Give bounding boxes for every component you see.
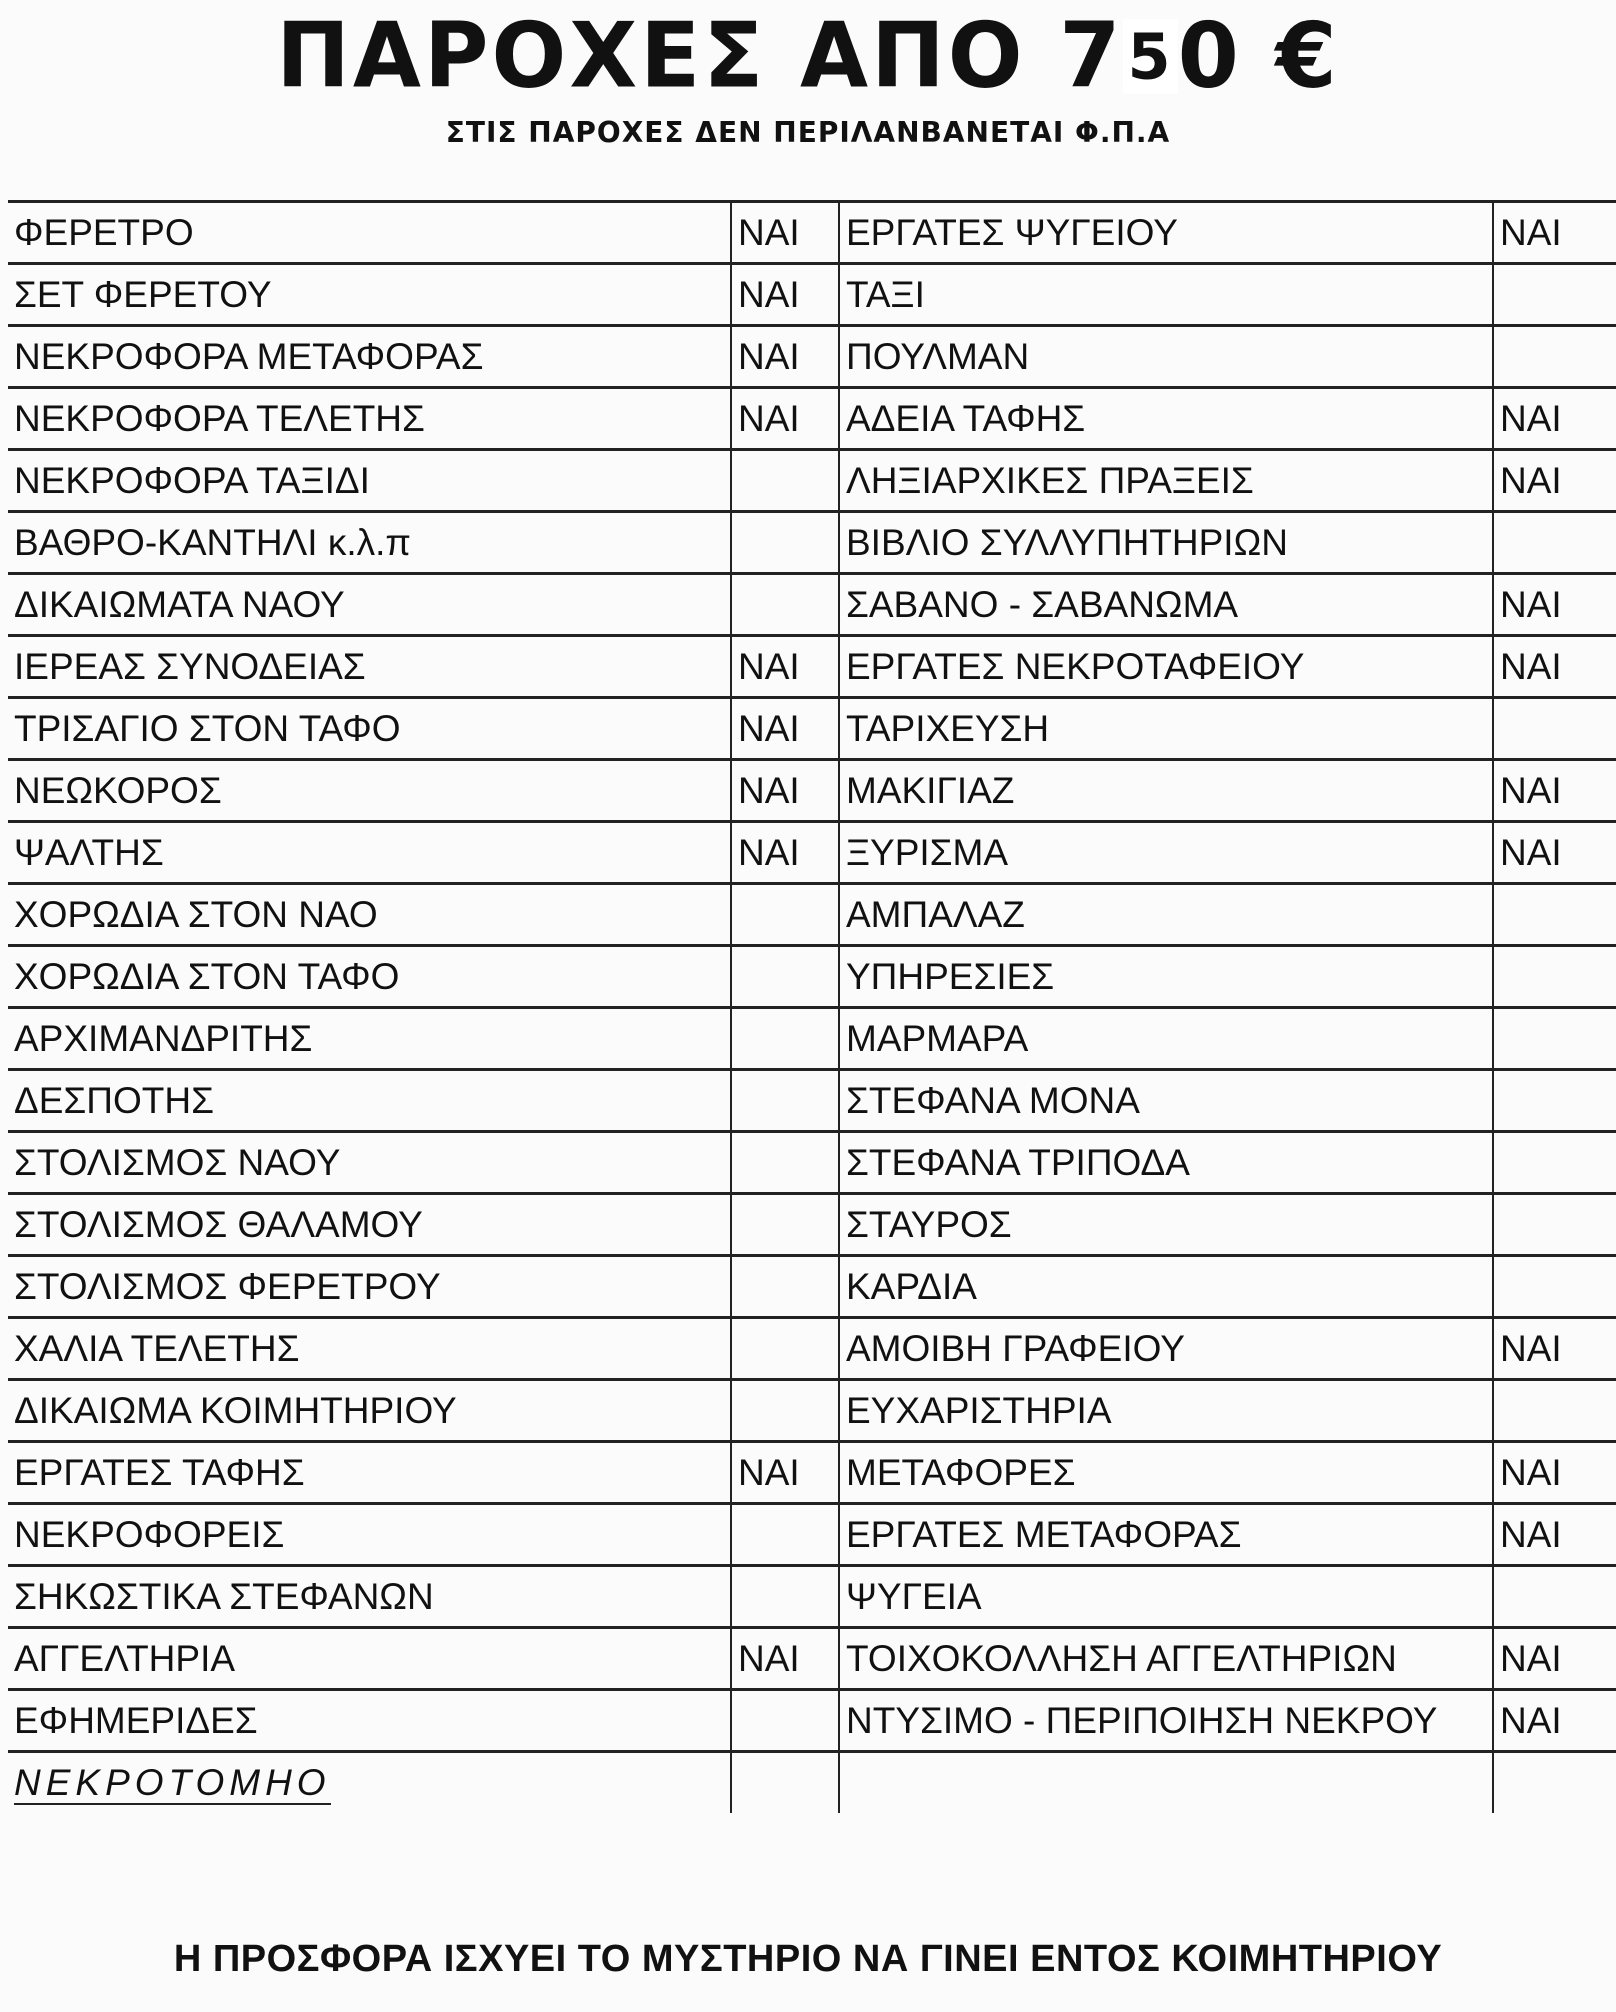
- service-name-right: ΣΤΕΦΑΝΑ ΜΟΝΑ: [839, 1070, 1493, 1132]
- table-row: [8, 1070, 1616, 1132]
- title-text-start: ΠΑΡΟΧΕΣ ΑΠΟ 7: [276, 2, 1124, 109]
- table-row: [8, 636, 1616, 698]
- table-row: [8, 1752, 1616, 1814]
- table-row: [8, 884, 1616, 946]
- title-price-digit: 5: [1123, 19, 1177, 93]
- table-row: [8, 450, 1616, 512]
- service-name-right: ΜΑΚΙΓΙΑΖ: [839, 760, 1493, 822]
- service-name-left: ΔΙΚΑΙΩΜΑΤΑ ΝΑΟΥ: [8, 574, 731, 636]
- table-row: [8, 1132, 1616, 1194]
- service-name-left: ΧΟΡΩΔΙΑ ΣΤΟΝ ΝΑΟ: [8, 884, 731, 946]
- service-name-left: [8, 1752, 731, 1814]
- included-mark-right: [1493, 1008, 1616, 1070]
- service-name-right: [839, 1752, 1493, 1814]
- service-name-right: ΜΕΤΑΦΟΡΕΣ: [839, 1442, 1493, 1504]
- included-mark-left: [731, 512, 839, 574]
- included-mark-left: [731, 946, 839, 1008]
- table-row: [8, 512, 1616, 574]
- included-mark-left: [731, 1380, 839, 1442]
- service-name-right: ΕΡΓΑΤΕΣ ΝΕΚΡΟΤΑΦΕΙΟΥ: [839, 636, 1493, 698]
- included-mark-right: [1493, 1566, 1616, 1628]
- table-row: [8, 822, 1616, 884]
- included-mark-left: ΝΑΙ: [731, 264, 839, 326]
- service-name-left: ΧΑΛΙΑ ΤΕΛΕΤΗΣ: [8, 1318, 731, 1380]
- included-mark-right: ΝΑΙ: [1493, 1628, 1616, 1690]
- included-mark-left: ΝΑΙ: [731, 760, 839, 822]
- service-name-left: ΨΑΛΤΗΣ: [8, 822, 731, 884]
- table-row: [8, 326, 1616, 388]
- service-name-right: ΑΔΕΙΑ ΤΑΦΗΣ: [839, 388, 1493, 450]
- services-table: [8, 200, 1616, 1813]
- included-mark-left: ΝΑΙ: [731, 1442, 839, 1504]
- table-row: [8, 1504, 1616, 1566]
- service-name-right: ΣΑΒΑΝΟ - ΣΑΒΑΝΩΜΑ: [839, 574, 1493, 636]
- service-name-left: ΔΙΚΑΙΩΜΑ ΚΟΙΜΗΤΗΡΙΟΥ: [8, 1380, 731, 1442]
- table-row: [8, 1442, 1616, 1504]
- included-mark-left: [731, 1256, 839, 1318]
- vat-note: ΣΤΙΣ ΠΑΡΟΧΕΣ ΔΕΝ ΠΕΡΙΛΑΝΒΑΝΕΤΑΙ Φ.Π.Α: [445, 116, 1171, 149]
- table-row: [8, 946, 1616, 1008]
- included-mark-right: [1493, 326, 1616, 388]
- service-name-left: ΝΕΚΡΟΦΟΡΑ ΤΕΛΕΤΗΣ: [8, 388, 731, 450]
- service-name-right: ΣΤΑΥΡΟΣ: [839, 1194, 1493, 1256]
- service-name-right: ΚΑΡΔΙΑ: [839, 1256, 1493, 1318]
- services-table-body: [8, 202, 1616, 1814]
- included-mark-right: ΝΑΙ: [1493, 574, 1616, 636]
- included-mark-left: [731, 574, 839, 636]
- included-mark-right: [1493, 1070, 1616, 1132]
- included-mark-left: [731, 450, 839, 512]
- service-name-right: ΑΜΟΙΒΗ ΓΡΑΦΕΙΟΥ: [839, 1318, 1493, 1380]
- table-row: [8, 1008, 1616, 1070]
- included-mark-left: ΝΑΙ: [731, 822, 839, 884]
- included-mark-right: ΝΑΙ: [1493, 1442, 1616, 1504]
- included-mark-left: [731, 1132, 839, 1194]
- table-row: [8, 1256, 1616, 1318]
- service-name-left: ΦΕΡΕΤΡΟ: [8, 202, 731, 264]
- offer-condition-note: Η ΠΡΟΣΦΟΡΑ ΙΣΧΥΕΙ ΤΟ ΜΥΣΤΗΡΙΟ ΝΑ ΓΙΝΕΙ ΕΝΤΟΣ ΚΟΙΜΗΤΗΡΙΟΥ: [173, 1938, 1443, 1980]
- service-name-right: ΠΟΥΛΜΑΝ: [839, 326, 1493, 388]
- included-mark-right: [1493, 1380, 1616, 1442]
- table-row: [8, 388, 1616, 450]
- included-mark-left: [731, 1318, 839, 1380]
- included-mark-right: ΝΑΙ: [1493, 636, 1616, 698]
- included-mark-left: ΝΑΙ: [731, 1628, 839, 1690]
- service-name-left: ΕΦΗΜΕΡΙΔΕΣ: [8, 1690, 731, 1752]
- service-name-left: ΝΕΚΡΟΦΟΡΑ ΤΑΞΙΔΙ: [8, 450, 731, 512]
- included-mark-right: [1493, 1132, 1616, 1194]
- service-name-right: ΨΥΓΕΙΑ: [839, 1566, 1493, 1628]
- service-name-left: ΒΑΘΡΟ-ΚΑΝΤΗΛΙ κ.λ.π: [8, 512, 731, 574]
- table-row: [8, 1318, 1616, 1380]
- included-mark-left: [731, 1008, 839, 1070]
- included-mark-right: ΝΑΙ: [1493, 202, 1616, 264]
- title-text-end: 0 €: [1177, 2, 1340, 109]
- service-name-left: ΝΕΚΡΟΦΟΡΕΙΣ: [8, 1504, 731, 1566]
- included-mark-left: [731, 1752, 839, 1814]
- included-mark-right: ΝΑΙ: [1493, 1318, 1616, 1380]
- table-row: [8, 1690, 1616, 1752]
- included-mark-left: [731, 1194, 839, 1256]
- included-mark-right: ΝΑΙ: [1493, 760, 1616, 822]
- service-name-left: ΝΕΚΡΟΦΟΡΑ ΜΕΤΑΦΟΡΑΣ: [8, 326, 731, 388]
- included-mark-left: ΝΑΙ: [731, 202, 839, 264]
- included-mark-left: ΝΑΙ: [731, 388, 839, 450]
- service-name-right: ΥΠΗΡΕΣΙΕΣ: [839, 946, 1493, 1008]
- handwritten-entry: ΝΕΚΡΟΤΟΜΗΟ: [14, 1762, 331, 1803]
- service-name-left: ΧΟΡΩΔΙΑ ΣΤΟΝ ΤΑΦΟ: [8, 946, 731, 1008]
- service-name-right: ΤΑΞΙ: [839, 264, 1493, 326]
- included-mark-right: [1493, 698, 1616, 760]
- service-name-right: ΒΙΒΛΙΟ ΣΥΛΛΥΠΗΤΗΡΙΩΝ: [839, 512, 1493, 574]
- service-name-right: ΕΡΓΑΤΕΣ ΨΥΓΕΙΟΥ: [839, 202, 1493, 264]
- included-mark-right: ΝΑΙ: [1493, 1504, 1616, 1566]
- service-name-left: ΔΕΣΠΟΤΗΣ: [8, 1070, 731, 1132]
- service-name-right: ΤΑΡΙΧΕΥΣΗ: [839, 698, 1493, 760]
- included-mark-left: ΝΑΙ: [731, 326, 839, 388]
- table-row: [8, 574, 1616, 636]
- included-mark-left: [731, 1504, 839, 1566]
- service-name-right: ΕΥΧΑΡΙΣΤΗΡΙΑ: [839, 1380, 1493, 1442]
- table-row: [8, 760, 1616, 822]
- service-name-right: ΣΤΕΦΑΝΑ ΤΡΙΠΟΔΑ: [839, 1132, 1493, 1194]
- included-mark-right: [1493, 1194, 1616, 1256]
- included-mark-right: [1493, 264, 1616, 326]
- included-mark-left: [731, 884, 839, 946]
- service-name-left: ΙΕΡΕΑΣ ΣΥΝΟΔΕΙΑΣ: [8, 636, 731, 698]
- service-name-left: ΑΡΧΙΜΑΝΔΡΙΤΗΣ: [8, 1008, 731, 1070]
- included-mark-left: ΝΑΙ: [731, 636, 839, 698]
- included-mark-left: [731, 1070, 839, 1132]
- table-row: [8, 1628, 1616, 1690]
- service-name-right: ΤΟΙΧΟΚΟΛΛΗΣΗ ΑΓΓΕΛΤΗΡΙΩΝ: [839, 1628, 1493, 1690]
- service-name-right: ΑΜΠΑΛΑΖ: [839, 884, 1493, 946]
- service-name-left: ΝΕΩΚΟΡΟΣ: [8, 760, 731, 822]
- service-name-right: ΛΗΞΙΑΡΧΙΚΕΣ ΠΡΑΞΕΙΣ: [839, 450, 1493, 512]
- service-name-right: ΞΥΡΙΣΜΑ: [839, 822, 1493, 884]
- service-name-left: ΕΡΓΑΤΕΣ ΤΑΦΗΣ: [8, 1442, 731, 1504]
- included-mark-left: ΝΑΙ: [731, 698, 839, 760]
- included-mark-right: [1493, 1752, 1616, 1814]
- included-mark-right: ΝΑΙ: [1493, 388, 1616, 450]
- table-row: [8, 264, 1616, 326]
- service-name-left: ΣΤΟΛΙΣΜΟΣ ΘΑΛΑΜΟΥ: [8, 1194, 731, 1256]
- service-name-right: ΜΑΡΜΑΡΑ: [839, 1008, 1493, 1070]
- included-mark-right: ΝΑΙ: [1493, 822, 1616, 884]
- service-name-left: ΑΓΓΕΛΤΗΡΙΑ: [8, 1628, 731, 1690]
- service-name-right: ΕΡΓΑΤΕΣ ΜΕΤΑΦΟΡΑΣ: [839, 1504, 1493, 1566]
- page-title: [0, 3, 1616, 108]
- included-mark-left: [731, 1566, 839, 1628]
- included-mark-left: [731, 1690, 839, 1752]
- service-name-left: ΣΤΟΛΙΣΜΟΣ ΝΑΟΥ: [8, 1132, 731, 1194]
- service-name-left: ΣΤΟΛΙΣΜΟΣ ΦΕΡΕΤΡΟΥ: [8, 1256, 731, 1318]
- included-mark-right: [1493, 884, 1616, 946]
- included-mark-right: [1493, 946, 1616, 1008]
- service-name-right: ΝΤΥΣΙΜΟ - ΠΕΡΙΠΟΙΗΣΗ ΝΕΚΡΟΥ: [839, 1690, 1493, 1752]
- included-mark-right: [1493, 512, 1616, 574]
- table-row: [8, 698, 1616, 760]
- included-mark-right: [1493, 1256, 1616, 1318]
- included-mark-right: ΝΑΙ: [1493, 450, 1616, 512]
- table-row: [8, 1194, 1616, 1256]
- table-row: [8, 1380, 1616, 1442]
- table-row: [8, 1566, 1616, 1628]
- table-row: [8, 202, 1616, 264]
- service-name-left: ΤΡΙΣΑΓΙΟ ΣΤΟΝ ΤΑΦΟ: [8, 698, 731, 760]
- included-mark-right: ΝΑΙ: [1493, 1690, 1616, 1752]
- service-name-left: ΣΗΚΩΣΤΙΚΑ ΣΤΕΦΑΝΩΝ: [8, 1566, 731, 1628]
- service-name-left: ΣΕΤ ΦΕΡΕΤΟΥ: [8, 264, 731, 326]
